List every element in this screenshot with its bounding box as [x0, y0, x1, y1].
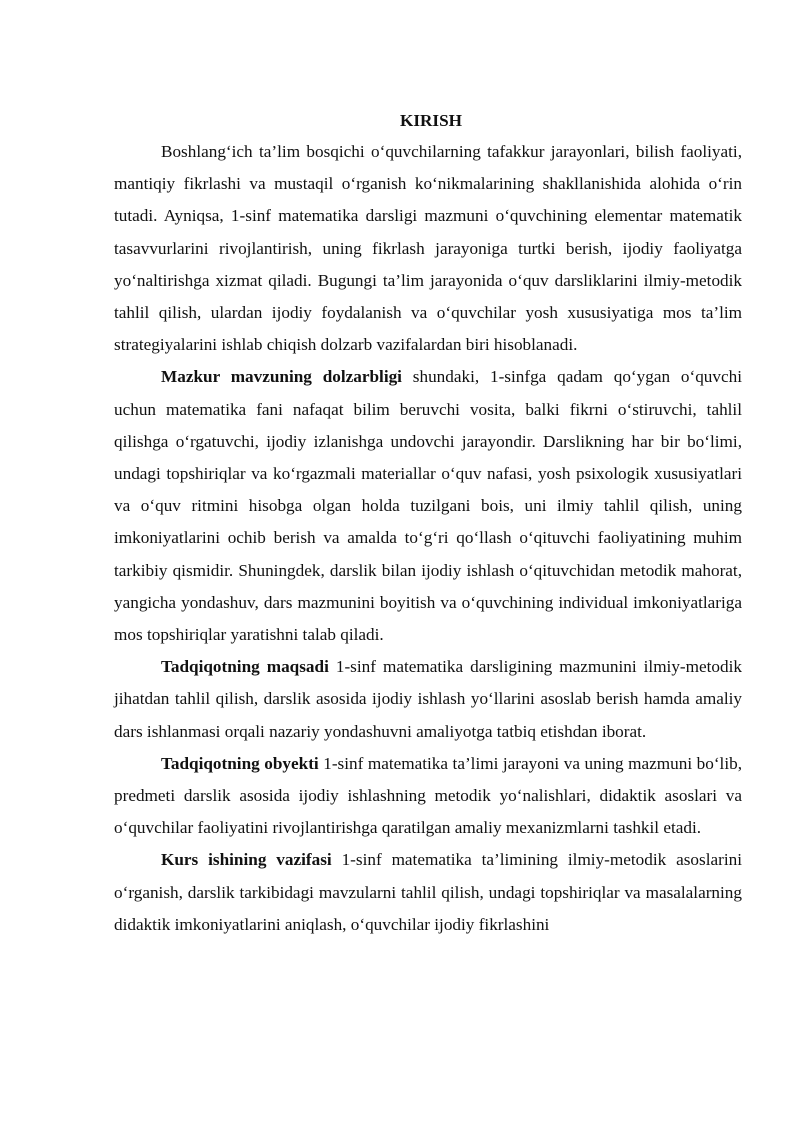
paragraph-goal: [114, 651, 742, 748]
paragraph-tasks: [114, 844, 742, 941]
paragraph-text: Boshlang‘ich ta’lim bosqichi o‘quvchilarning tafakkur jarayonlari, bilish faoliyati, mantiqiy fikrlashi va mustaqil o‘rganish ko‘nikmalarining shakllanishida alohida o‘rin tutadi. Ayniqsa, 1-sinf matematika darsligi mazmuni o‘quvchining elementar matematik tasavvurlarini rivojlantirish, uning fikrlash jarayoniga turtki berish, ijodiy faoliyatga yo‘naltirishga xizmat qiladi. Bugungi ta’lim jarayonida o‘quv darsliklarini ilmiy-metodik tahlil qilish, ulardan ijodiy foydalanish va o‘quvchilar yosh xususiyatiga mos ta’lim strategiyalarini ishlab chiqish dolzarb vazifalardan biri hisoblanadi.: [114, 142, 742, 355]
paragraph-text: shundaki, 1-sinfga qadam qo‘ygan o‘quvchi uchun matematika fani nafaqat bilim beruvchi vosita, balki fikrni o‘stiruvchi, tahlil qilishga o‘rgatuvchi, ijodiy izlanishga undovchi jarayondir. Darslikning har bir bo‘limi, undagi topshiriqlar va ko‘rgazmali materiallar o‘quv nafasi, yosh psixologik xususiyatlari va o‘quv ritmini hisobga olgan holda tuzilgani bois, uni ilmiy tahlil qilish, uning imkoniyatlarini ochib berish va amalda to‘g‘ri qo‘llash o‘qituvchi faoliyatining muhim tarkibiy qismidir. Shuningdek, darslik bilan ijodiy ishlash o‘qituvchidan metodik mahorat, yangicha yondashuv, dars mazmunini boyitish va o‘quvchining individual imkoniyatlariga mos topshiriqlar yaratishni talab qiladi.: [114, 367, 742, 645]
paragraph-lead: Kurs ishining vazifasi: [161, 850, 332, 870]
paragraph-relevance: [114, 361, 742, 651]
page-title: KIRISH: [399, 111, 463, 130]
paragraph-lead: Tadqiqotning obyekti: [161, 753, 319, 773]
paragraph-text: 1-sinf matematika ta’limi jarayoni va uning mazmuni bo‘lib, predmeti darslik asosida ijodiy ishlashning metodik yo‘nalishlari, didaktik asoslari va o‘quvchilar faoliyatini rivojlantirishga qaratilgan amaliy mexanizmlarni tashkil etadi.: [114, 753, 742, 838]
paragraph-text: 1-sinf matematika darsligining mazmunini ilmiy-metodik jihatdan tahlil qilish, darslik asosida ijodiy ishlash yo‘llarini asoslab berish hamda amaliy dars ishlanmasi orqali nazariy yondashuvni amaliyotga tatbiq etishdan iborat.: [114, 657, 742, 741]
paragraph-lead: Mazkur mavzuning dolzarbligi: [161, 367, 402, 387]
paragraph-lead: Tadqiqotning maqsadi: [161, 657, 329, 677]
paragraph-text: 1-sinf matematika ta’limining ilmiy-metodik asoslarini o‘rganish, darslik tarkibidagi mavzularni tahlil qilish, undagi topshiriqlar va masalalarning didaktik imkoniyatlarini aniqlash, o‘quvchilar ijodiy fikrlashini: [114, 850, 742, 934]
paragraph-intro: [114, 136, 742, 361]
paragraph-object: [114, 748, 742, 845]
